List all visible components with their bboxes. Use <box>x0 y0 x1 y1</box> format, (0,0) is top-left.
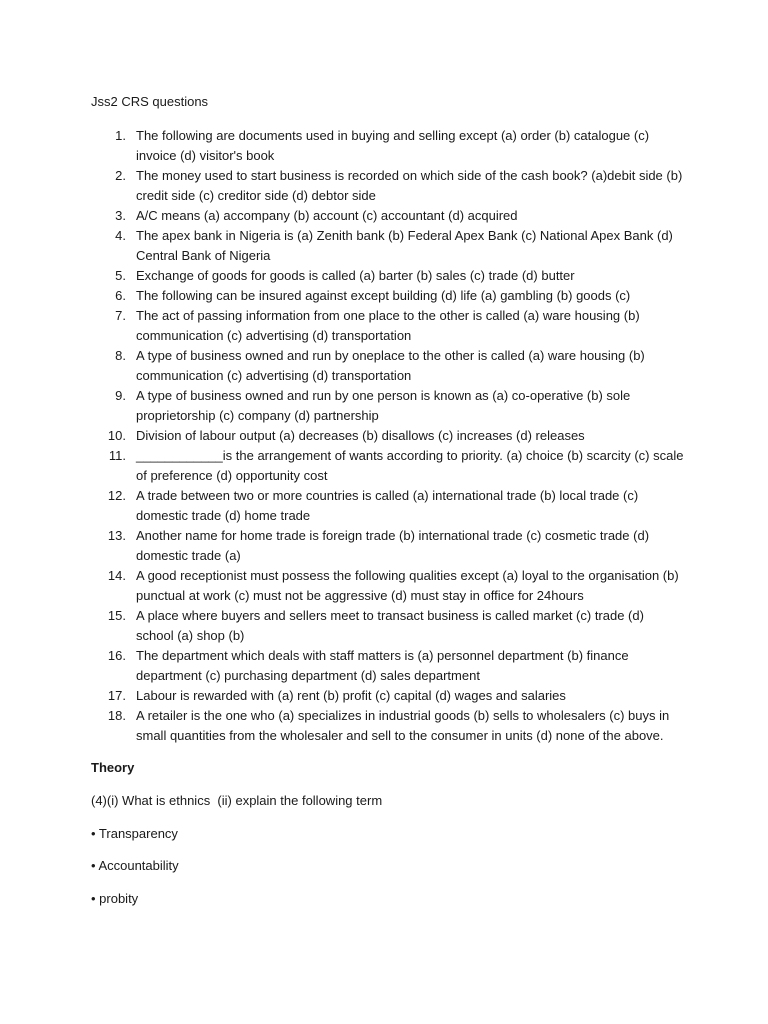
question-text: Labour is rewarded with (a) rent (b) profit (c) capital (d) wages and salaries <box>136 688 566 703</box>
question-number: 17. <box>107 688 126 703</box>
question-number: 7. <box>115 308 126 323</box>
page-title: Jss2 CRS questions <box>91 94 209 109</box>
question-number: 13. <box>107 528 126 543</box>
question-item <box>0 306 768 346</box>
question-text: The money used to start business is recorded on which side of the cash book? (a)debit side (b) credit side (c) creditor side (d) debtor side <box>136 168 683 203</box>
question-number: 18. <box>107 708 126 723</box>
theory-bullet-transparency: • Transparency <box>91 826 178 841</box>
question-number: 6. <box>115 288 126 303</box>
question-text: The following can be insured against except building (d) life (a) gambling (b) goods (c) <box>136 288 631 303</box>
question-text: A type of business owned and run by one person is known as (a) co-operative (b) sole proprietorship (c) company (d) partnership <box>136 388 631 423</box>
question-item <box>0 606 768 646</box>
theory-bullet-accountability: • Accountability <box>91 858 179 873</box>
question-text: Another name for home trade is foreign trade (b) international trade (c) cosmetic trade (d) domestic trade (a) <box>136 528 650 563</box>
question-number: 2. <box>115 168 126 183</box>
question-text: A retailer is the one who (a) specializes in industrial goods (b) sells to wholesalers (c) buys in small quantities from the wholesaler and sell to the consumer in units (d) none of the above. <box>136 708 670 743</box>
question-item <box>0 226 768 266</box>
question-text: The apex bank in Nigeria is (a) Zenith bank (b) Federal Apex Bank (c) National Apex Bank (d) Central Bank of Nigeria <box>136 228 673 263</box>
question-item <box>0 426 768 446</box>
question-list <box>0 126 768 746</box>
question-item <box>0 386 768 426</box>
question-item <box>0 126 768 166</box>
question-number: 4. <box>115 228 126 243</box>
question-number: 8. <box>115 348 126 363</box>
question-item <box>0 566 768 606</box>
question-number: 3. <box>115 208 126 223</box>
question-text: A type of business owned and run by oneplace to the other is called (a) ware housing (b) communication (c) advertising (d) transportation <box>136 348 645 383</box>
theory-bullet-probity: • probity <box>91 891 139 906</box>
question-text: ____________is the arrangement of wants according to priority. (a) choice (b) scarcity (c) scale of preference (d) opportunity cost <box>136 448 684 483</box>
question-item <box>0 646 768 686</box>
question-number: 15. <box>107 608 126 623</box>
question-number: 11. <box>108 448 126 463</box>
question-number: 12. <box>107 488 126 503</box>
question-text: A trade between two or more countries is called (a) international trade (b) local trade (c) domestic trade (d) home trade <box>136 488 639 523</box>
question-text: The following are documents used in buying and selling except (a) order (b) catalogue (c) invoice (d) visitor's book <box>136 128 650 163</box>
question-text: Division of labour output (a) decreases (b) disallows (c) increases (d) releases <box>136 428 585 443</box>
question-item <box>0 486 768 526</box>
question-number: 14. <box>107 568 126 583</box>
question-item <box>0 446 768 486</box>
question-number: 9. <box>115 388 126 403</box>
question-text: The act of passing information from one place to the other is called (a) ware housing (b) communication (c) advertising (d) transportation <box>136 308 640 343</box>
question-item <box>0 166 768 206</box>
theory-heading: Theory <box>91 760 135 775</box>
question-number: 16. <box>107 648 126 663</box>
question-number: 5. <box>115 268 126 283</box>
question-item <box>0 266 768 286</box>
question-number: 10. <box>107 428 126 443</box>
theory-question: (4)(i) What is ethnics (ii) explain the following term <box>91 793 383 808</box>
question-text: A place where buyers and sellers meet to transact business is called market (c) trade (d) school (a) shop (b) <box>136 608 644 643</box>
question-item <box>0 346 768 386</box>
question-text: A/C means (a) accompany (b) account (c) accountant (d) acquired <box>136 208 518 223</box>
question-text: The department which deals with staff matters is (a) personnel department (b) finance department (c) purchasing department (d) sales department <box>136 648 629 683</box>
question-text: A good receptionist must possess the following qualities except (a) loyal to the organisation (b) punctual at work (c) must not be aggressive (d) must stay in office for 24hours <box>136 568 679 603</box>
question-text: Exchange of goods for goods is called (a) barter (b) sales (c) trade (d) butter <box>136 268 575 283</box>
question-item <box>0 686 768 706</box>
question-item <box>0 526 768 566</box>
question-item <box>0 206 768 226</box>
question-item <box>0 286 768 306</box>
question-number: 1. <box>115 128 126 143</box>
question-item <box>0 706 768 746</box>
